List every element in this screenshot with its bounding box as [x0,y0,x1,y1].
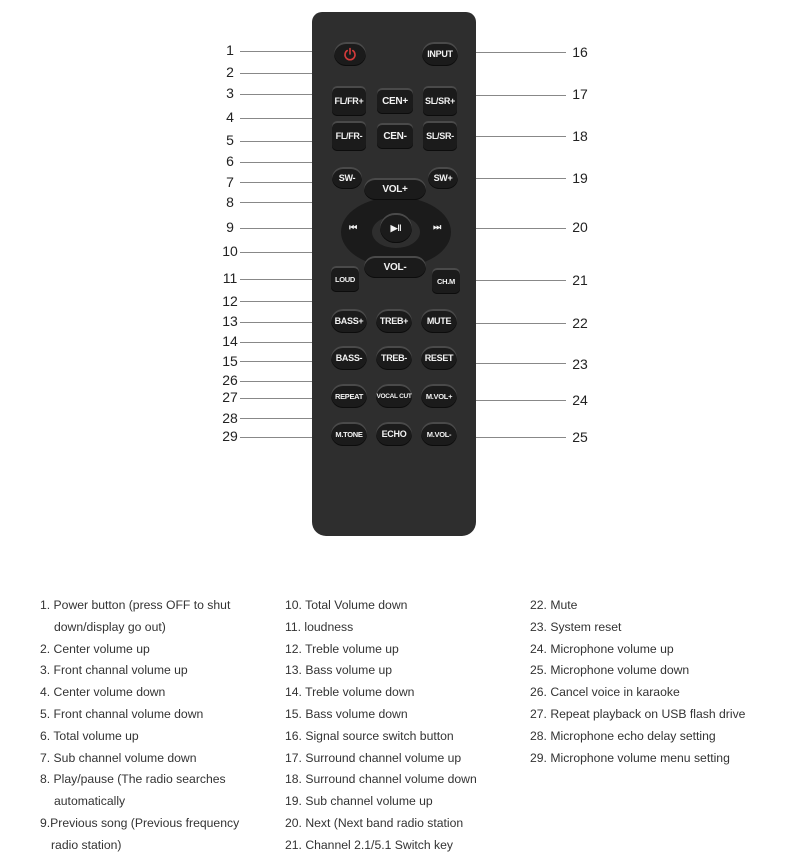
legend-item: 18. Surround channel volume down [285,772,477,787]
legend-item: 15. Bass volume down [285,706,408,721]
callout-8: 8 [226,194,234,210]
echo-button[interactable]: ECHO [376,422,412,446]
callout-10: 10 [222,243,238,259]
next-icon: ⏭ [433,221,441,232]
next-button[interactable] [424,214,450,240]
fl-fr-down-button[interactable]: FL/FR- [332,121,366,151]
legend-item: 1. Power button (press OFF to shut [40,598,231,612]
legend-item: radio station) [51,837,122,852]
fl-fr-up-button[interactable]: FL/FR+ [332,86,366,116]
legend-item: 6. Total volume up [40,728,139,743]
legend-item: 27. Repeat playback on USB flash drive [530,706,746,721]
legend-item: 21. Channel 2.1/5.1 Switch key [285,837,454,852]
legend-item: 26. Cancel voice in karaoke [530,685,680,700]
legend-item: 13. Bass volume up [285,663,393,678]
callout-16: 16 [572,44,588,60]
bass-down-button[interactable]: BASS- [331,346,367,370]
legend-item: automatically [54,794,126,809]
mvol-up-button[interactable]: M.VOL+ [421,384,457,408]
legend-item: 25. Microphone volume down [530,663,690,678]
callout-23: 23 [572,356,588,372]
legend-item: 5. Front channal volume down [40,706,204,721]
callout-4: 4 [226,109,234,125]
legend-item: 7. Sub channel volume down [40,750,197,765]
legend-item: 22. Mute [530,598,578,612]
callout-22: 22 [572,315,588,331]
callout-26: 26 [222,372,238,388]
callout-9: 9 [226,219,234,235]
callout-18: 18 [572,128,588,144]
callout-20: 20 [572,219,588,235]
legend-item: 3. Front channal volume up [40,663,188,678]
legend-item: 28. Microphone echo delay setting [530,728,716,743]
reset-button[interactable]: RESET [421,346,457,370]
callout-29: 29 [222,428,238,444]
legend-item: 2. Center volume up [40,641,150,656]
vol-down-button[interactable]: VOL- [364,256,426,278]
callout-17: 17 [572,86,588,102]
treb-up-button[interactable]: TREB+ [376,309,412,333]
chm-button[interactable]: CH.M [432,268,460,294]
cen-up-button[interactable]: CEN+ [377,88,413,114]
legend-column-1 [40,595,280,857]
legend-item: 23. System reset [530,619,622,634]
callout-11: 11 [222,270,238,286]
cen-down-button[interactable]: CEN- [377,123,413,149]
legend-item: 19. Sub channel volume up [285,794,433,809]
legend-item: 8. Play/pause (The radio searches [40,772,226,787]
callout-27: 27 [222,389,238,405]
callout-21: 21 [572,272,588,288]
legend-item: 10. Total Volume down [285,598,408,612]
sl-sr-up-button[interactable]: SL/SR+ [423,86,457,116]
loud-button[interactable]: LOUD [331,266,359,292]
callout-25: 25 [572,429,588,445]
previous-button[interactable] [340,214,366,240]
callout-5: 5 [226,132,234,148]
legend-item: down/display go out) [54,619,166,634]
previous-icon: ⏮ [349,221,357,232]
vol-up-button[interactable]: VOL+ [364,178,426,200]
legend-item: 24. Microphone volume up [530,641,674,656]
legend-item: 20. Next (Next band radio station [285,815,464,830]
play-pause-button[interactable] [380,213,412,243]
sw-down-button[interactable]: SW- [332,167,362,189]
legend-item: 29. Microphone volume menu setting [530,750,730,765]
callout-15: 15 [222,353,238,369]
play-pause-icon: ▶‖ [390,222,402,233]
legend-item: 14. Treble volume down [285,685,415,700]
vocal-cut-button[interactable]: VOCAL CUT [376,384,412,408]
callout-19: 19 [572,170,588,186]
callout-12: 12 [222,293,238,309]
legend-item: 12. Treble volume up [285,641,399,656]
callout-6: 6 [226,153,234,169]
legend-item: 4. Center volume down [40,685,166,700]
repeat-button[interactable]: REPEAT [331,384,367,408]
legend-column-3 [530,595,780,769]
callout-24: 24 [572,392,588,408]
power-icon [343,47,357,61]
callout-3: 3 [226,85,234,101]
callout-7: 7 [226,174,234,190]
bass-up-button[interactable]: BASS+ [331,309,367,333]
button-legend [0,595,790,866]
callout-1: 1 [226,42,234,58]
callout-14: 14 [222,333,238,349]
legend-column-2 [285,595,525,857]
callout-28: 28 [222,410,238,426]
sl-sr-down-button[interactable]: SL/SR- [423,121,457,151]
treb-down-button[interactable]: TREB- [376,346,412,370]
legend-item: 16. Signal source switch button [285,728,454,743]
legend-item: 9.Previous song (Previous frequency [40,815,240,830]
mute-button[interactable]: MUTE [421,309,457,333]
callout-13: 13 [222,313,238,329]
mvol-down-button[interactable]: M.VOL- [421,422,457,446]
power-button[interactable] [334,42,366,66]
input-button[interactable]: INPUT [422,42,458,66]
legend-item: 11. loudness [285,619,354,634]
legend-item: 17. Surround channel volume up [285,750,462,765]
callout-2: 2 [226,64,234,80]
sw-up-button[interactable]: SW+ [428,167,458,189]
mtone-button[interactable]: M.TONE [331,422,367,446]
